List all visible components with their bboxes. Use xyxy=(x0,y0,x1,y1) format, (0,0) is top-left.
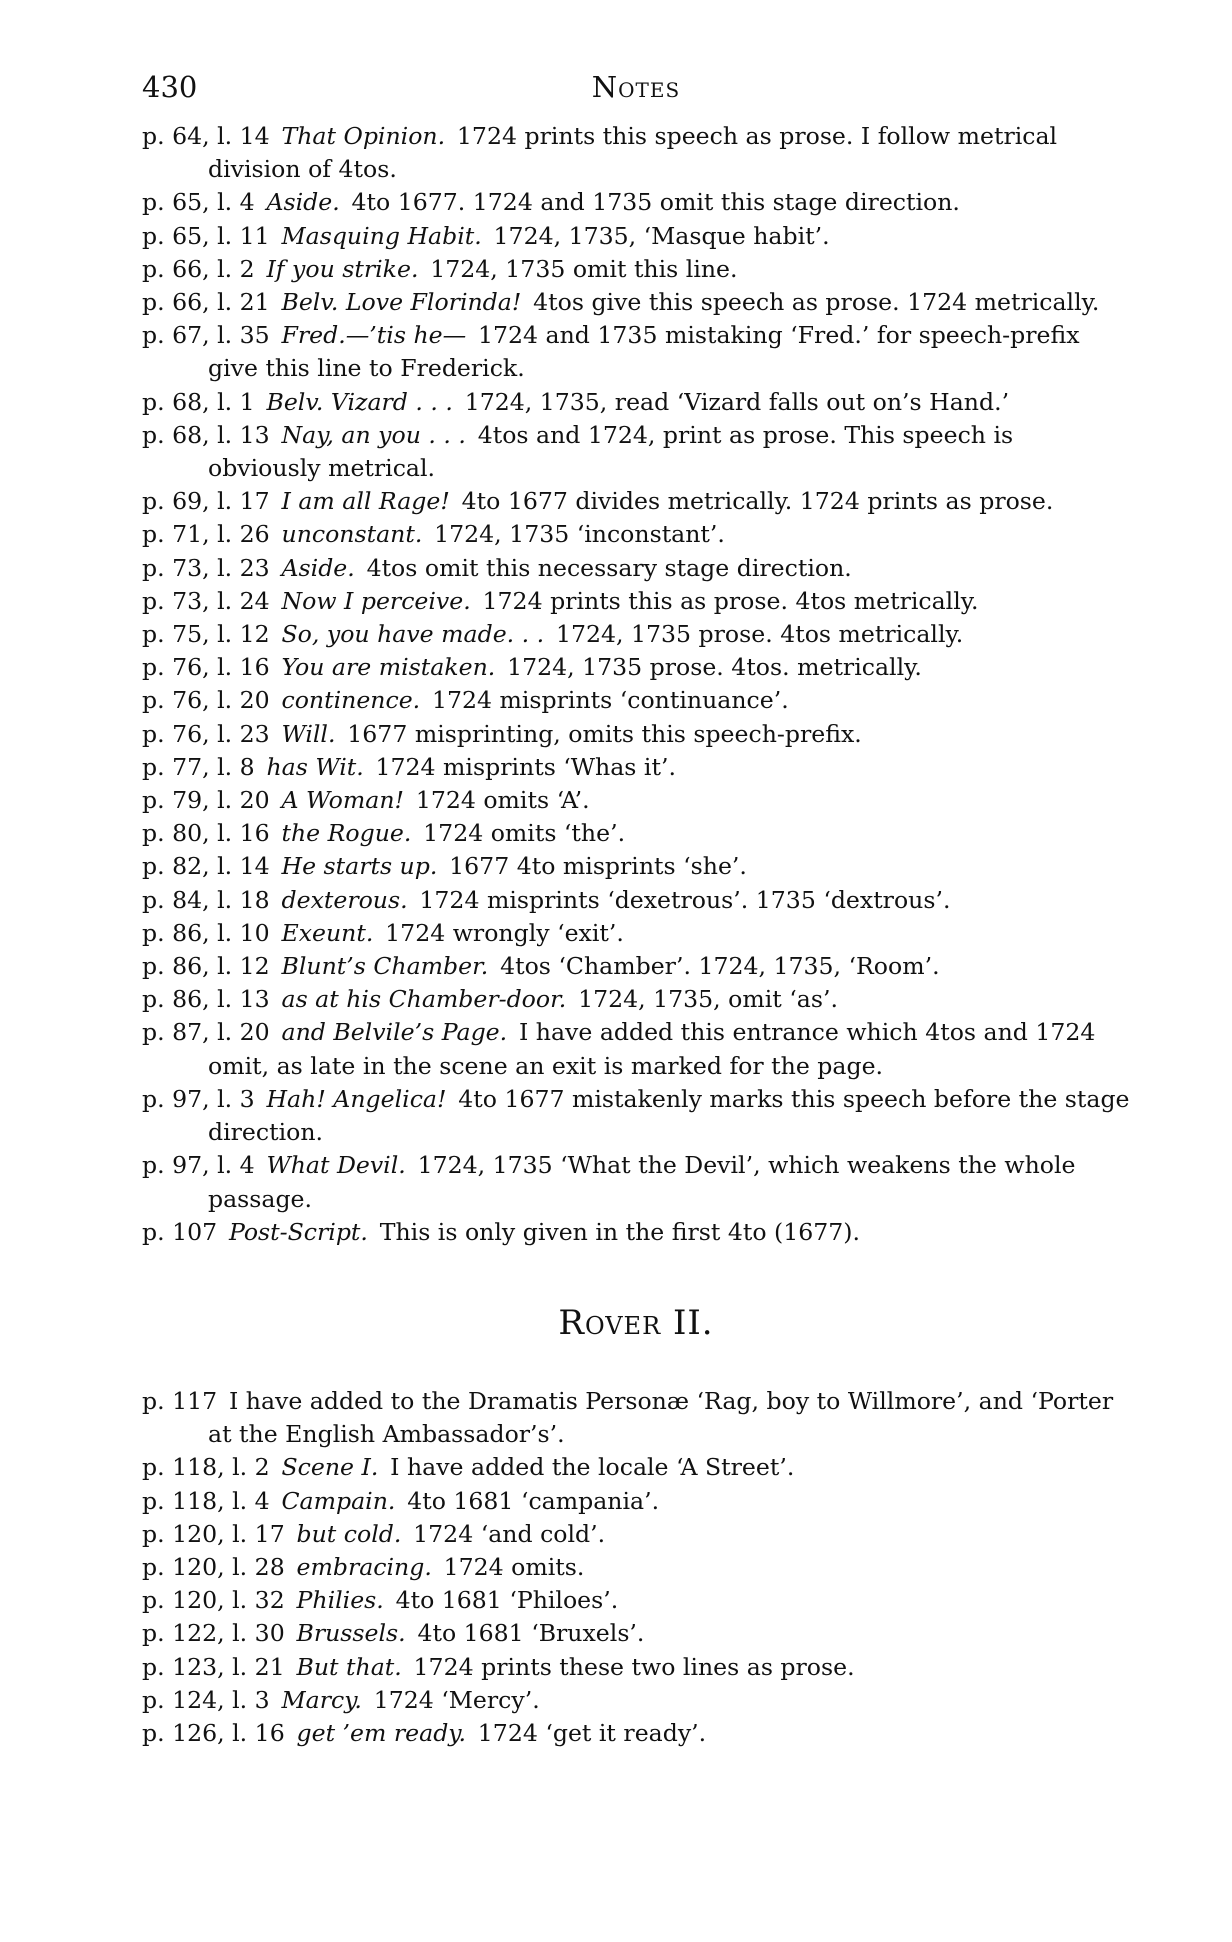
note-entry xyxy=(142,1485,1130,1518)
note-reference: p. 73, l. 24 xyxy=(142,586,270,615)
note-entry xyxy=(142,386,1130,419)
note-lemma: Marcy. xyxy=(281,1685,362,1714)
note-text: 1724 prints this as prose. 4tos metrically. xyxy=(482,586,979,615)
note-reference: p. 120, l. 17 xyxy=(142,1519,285,1548)
note-lemma: But that. xyxy=(296,1652,402,1681)
note-lemma: Post-Script. xyxy=(228,1217,368,1246)
note-text: 4to 1681 ‘Bruxels’. xyxy=(417,1619,645,1648)
note-reference: p. 76, l. 16 xyxy=(142,653,270,682)
note-text: 4to 1677 mistakenly marks this speech before the stage direction. xyxy=(208,1084,1130,1147)
note-lemma: Blunt’s Chamber. xyxy=(281,952,489,981)
note-reference: p. 71, l. 26 xyxy=(142,520,270,549)
note-entry xyxy=(142,419,1130,485)
page-number: 430 xyxy=(142,70,198,104)
note-reference: p. 120, l. 32 xyxy=(142,1586,285,1615)
note-entry xyxy=(142,1717,1130,1750)
note-entry xyxy=(142,651,1130,684)
note-entry xyxy=(142,1518,1130,1551)
note-text: 1724, 1735, omit ‘as’. xyxy=(578,985,838,1014)
note-entry xyxy=(142,1617,1130,1650)
page-header xyxy=(142,64,1130,120)
note-entry xyxy=(142,1551,1130,1584)
note-lemma: get ’em ready. xyxy=(296,1718,466,1747)
note-entry xyxy=(142,983,1130,1016)
note-lemma: as at his Chamber-door. xyxy=(281,985,567,1014)
note-reference: p. 67, l. 35 xyxy=(142,321,270,350)
note-entry xyxy=(142,485,1130,518)
note-reference: p. 107 xyxy=(142,1217,218,1246)
note-text: This is only given in the first 4to (1677). xyxy=(379,1217,861,1246)
note-text: 1677 misprinting, omits this speech-prefix. xyxy=(347,719,862,748)
notes-list xyxy=(142,120,1130,1249)
note-entry xyxy=(142,1016,1130,1082)
note-text: 1724, 1735 ‘What the Devil’, which weakens the whole passage. xyxy=(208,1151,1076,1213)
note-text: 4to 1677 divides metrically. 1724 prints as prose. xyxy=(461,487,1054,516)
note-entry xyxy=(142,518,1130,551)
note-reference: p. 86, l. 12 xyxy=(142,952,270,981)
note-reference: p. 68, l. 1 xyxy=(142,387,255,416)
note-lemma: Scene I. xyxy=(281,1453,379,1482)
note-reference: p. 75, l. 12 xyxy=(142,620,270,649)
note-lemma: Exeunt. xyxy=(281,918,374,947)
note-entry xyxy=(142,884,1130,917)
note-reference: p. 65, l. 4 xyxy=(142,188,255,217)
note-reference: p. 66, l. 21 xyxy=(142,288,270,317)
note-reference: p. 118, l. 2 xyxy=(142,1453,270,1482)
note-lemma: Fred.—’tis he— xyxy=(281,321,467,350)
note-entry xyxy=(142,1216,1130,1249)
note-lemma: has Wit. xyxy=(266,752,364,781)
note-lemma: the Rogue. xyxy=(281,819,412,848)
note-text: 1724 prints these two lines as prose. xyxy=(413,1652,855,1681)
note-reference: p. 76, l. 20 xyxy=(142,686,270,715)
note-text: 1677 4to misprints ‘she’. xyxy=(449,852,747,881)
note-lemma: What Devil. xyxy=(266,1151,406,1180)
note-entry xyxy=(142,1684,1130,1717)
note-reference: p. 66, l. 2 xyxy=(142,254,255,283)
note-reference: p. 87, l. 20 xyxy=(142,1018,270,1047)
note-text: 1724, 1735 prose. 4tos metrically. xyxy=(555,620,964,649)
note-lemma: dexterous. xyxy=(281,885,408,914)
note-entry xyxy=(142,1584,1130,1617)
note-reference: p. 68, l. 13 xyxy=(142,420,270,449)
note-lemma: Masquing Habit. xyxy=(281,221,482,250)
note-lemma: So, you have made. . . xyxy=(281,620,545,649)
note-text: 1724, 1735 ‘inconstant’. xyxy=(434,520,725,549)
note-text: 1724 wrongly ‘exit’. xyxy=(385,918,624,947)
note-lemma: If you strike. xyxy=(266,254,419,283)
note-reference: p. 86, l. 10 xyxy=(142,918,270,947)
note-reference: p. 86, l. 13 xyxy=(142,985,270,1014)
note-lemma: Aside. xyxy=(281,553,355,582)
note-lemma: Campain. xyxy=(281,1486,396,1515)
note-reference: p. 97, l. 3 xyxy=(142,1084,255,1113)
note-entry xyxy=(142,784,1130,817)
note-lemma: and Belvile’s Page. xyxy=(281,1018,508,1047)
note-entry xyxy=(142,319,1130,385)
note-lemma: That Opinion. xyxy=(281,122,446,150)
note-lemma: but cold. xyxy=(296,1519,402,1548)
note-lemma: You are mistaken. xyxy=(281,653,496,682)
note-entry xyxy=(142,950,1130,983)
note-lemma: embracing. xyxy=(296,1552,432,1581)
note-lemma: Brussels. xyxy=(296,1619,406,1648)
note-text: 1724 misprints ‘continuance’. xyxy=(431,686,789,715)
note-lemma: A Woman! xyxy=(281,786,405,815)
note-reference: p. 122, l. 30 xyxy=(142,1619,285,1648)
note-lemma: Belv. Vizard . . . xyxy=(266,387,453,416)
note-entry xyxy=(142,1451,1130,1484)
note-entry xyxy=(142,917,1130,950)
note-reference: p. 79, l. 20 xyxy=(142,786,270,815)
note-reference: p. 77, l. 8 xyxy=(142,752,255,781)
note-entry xyxy=(142,718,1130,751)
note-entry xyxy=(142,585,1130,618)
note-reference: p. 73, l. 23 xyxy=(142,553,270,582)
note-text: 4to 1681 ‘campania’. xyxy=(407,1486,660,1515)
running-head: Notes xyxy=(591,70,681,104)
note-entry xyxy=(142,817,1130,850)
note-entry xyxy=(142,850,1130,883)
note-entry xyxy=(142,1651,1130,1684)
note-entry xyxy=(142,1083,1130,1149)
note-reference: p. 120, l. 28 xyxy=(142,1552,285,1581)
note-text: 4to 1677. 1724 and 1735 omit this stage direction. xyxy=(351,188,960,217)
note-entry xyxy=(142,751,1130,784)
note-text: 1724 omits ‘the’. xyxy=(423,819,626,848)
section-title: Rover II. xyxy=(558,1302,714,1343)
note-text: 1724 misprints ‘Whas it’. xyxy=(375,752,676,781)
note-lemma: He starts up. xyxy=(281,852,438,881)
note-text: 4tos omit this necessary stage direction. xyxy=(366,553,852,582)
note-lemma: continence. xyxy=(281,686,421,715)
note-text: 1724 omits. xyxy=(443,1552,585,1581)
note-lemma: Belv. Love Florinda! xyxy=(281,288,522,317)
note-text: 4to 1681 ‘Philoes’. xyxy=(395,1586,619,1615)
note-reference: p. 65, l. 11 xyxy=(142,221,270,250)
note-text: 1724 and 1735 mistaking ‘Fred.’ for speech-prefix give this line to Frederick. xyxy=(208,321,1080,383)
note-lemma: Philies. xyxy=(296,1586,384,1615)
note-reference: p. 82, l. 14 xyxy=(142,852,270,881)
note-reference: p. 126, l. 16 xyxy=(142,1718,285,1747)
note-entry xyxy=(142,1149,1130,1215)
note-lemma: Nay, an you . . . xyxy=(281,420,466,449)
note-text: 1724, 1735 omit this line. xyxy=(430,254,738,283)
note-lemma: Will. xyxy=(281,719,336,748)
note-reference: p. 118, l. 4 xyxy=(142,1486,270,1515)
note-reference: p. 97, l. 4 xyxy=(142,1151,255,1180)
document-page xyxy=(142,64,1130,1750)
note-reference: p. 80, l. 16 xyxy=(142,819,270,848)
note-reference: p. 76, l. 23 xyxy=(142,719,270,748)
note-text: 1724 ‘get it ready’. xyxy=(477,1718,707,1747)
note-lemma: unconstant. xyxy=(281,520,423,549)
note-reference: p. 123, l. 21 xyxy=(142,1652,285,1681)
note-text: 1724 omits ‘A’. xyxy=(415,786,590,815)
note-text: I have added to the Dramatis Personæ ‘Rag, boy to Willmore’, and ‘Porter at the English Ambassador’s’. xyxy=(208,1386,1114,1449)
note-text: 1724, 1735, ‘Masque habit’. xyxy=(493,221,830,250)
note-text: 1724 prints this speech as prose. I follow metrical division of 4tos. xyxy=(208,122,1058,184)
note-text: 4tos ‘Chamber’. 1724, 1735, ‘Room’. xyxy=(500,952,940,981)
note-entry xyxy=(142,220,1130,253)
note-text: 4tos give this speech as prose. 1724 metrically. xyxy=(533,288,1100,317)
note-text: I have added the locale ‘A Street’. xyxy=(390,1453,795,1482)
note-reference: p. 124, l. 3 xyxy=(142,1685,270,1714)
note-entry xyxy=(142,120,1130,186)
note-entry xyxy=(142,552,1130,585)
note-text: 1724, 1735, read ‘Vizard falls out on’s Hand.’ xyxy=(464,387,1010,416)
note-text: 1724, 1735 prose. 4tos. metrically. xyxy=(507,653,922,682)
note-lemma: Now I perceive. xyxy=(281,586,471,615)
note-reference: p. 64, l. 14 xyxy=(142,122,270,150)
note-reference: p. 117 xyxy=(142,1386,218,1415)
note-text: 4tos and 1724, print as prose. This speech is obviously metrical. xyxy=(208,420,1014,483)
note-text: 1724 ‘Mercy’. xyxy=(373,1685,540,1714)
note-entry xyxy=(142,684,1130,717)
note-entry xyxy=(142,618,1130,651)
note-text: 1724 misprints ‘dexetrous’. 1735 ‘dextrous’. xyxy=(419,885,951,914)
note-entry xyxy=(142,1385,1130,1451)
note-entry xyxy=(142,286,1130,319)
note-lemma: Aside. xyxy=(266,188,340,217)
note-reference: p. 84, l. 18 xyxy=(142,885,270,914)
note-lemma: Hah! Angelica! xyxy=(266,1084,447,1113)
note-text: I have added this entrance which 4tos and 1724 omit, as late in the scene an exit is marked for the page. xyxy=(208,1018,1096,1080)
note-entry xyxy=(142,186,1130,219)
note-text: 1724 ‘and cold’. xyxy=(413,1519,606,1548)
note-lemma: I am all Rage! xyxy=(281,487,450,516)
note-reference: p. 69, l. 17 xyxy=(142,487,270,516)
section-notes-list xyxy=(142,1385,1130,1750)
note-entry xyxy=(142,253,1130,286)
